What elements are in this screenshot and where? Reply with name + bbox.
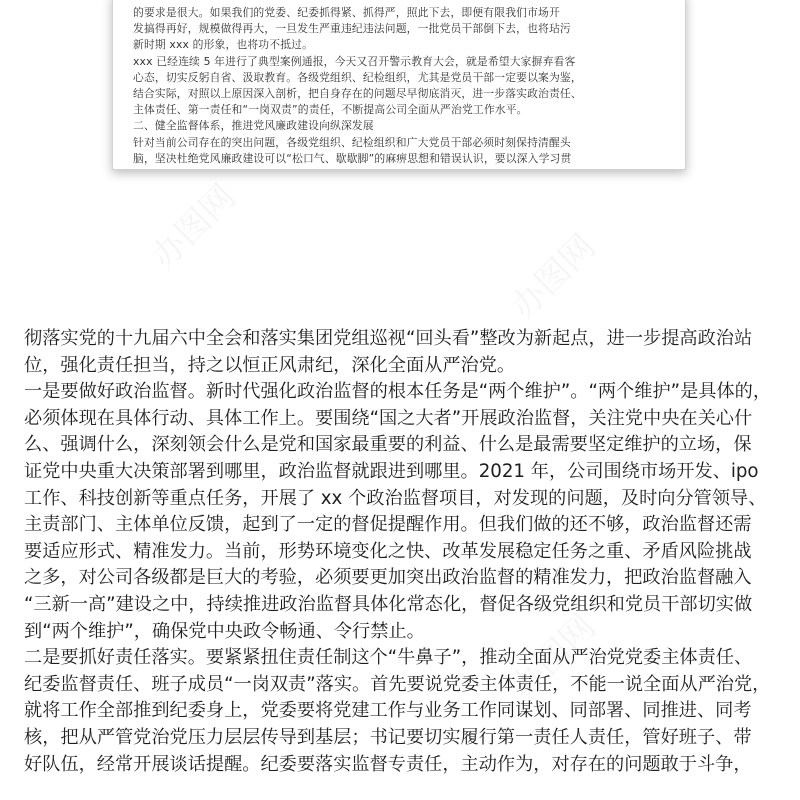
body-text-line: 二是要抓好责任落实。要紧紧扭住责任制这个“牛鼻子”，推动全面从严治党党委主体责任、 xyxy=(24,647,753,669)
preview-text-line: 针对当前公司存在的突出问题，各级党组织、纪检组织和广大党员干部必须时刻保持清醒头 xyxy=(133,135,571,149)
body-text-line: 主责部门、主体单位反馈，起到了一定的督促提醒作用。但我们做的还不够，政治监督还需 xyxy=(24,514,752,536)
body-text-line: 一是要做好政治监督。新时代强化政治监督的根本任务是“两个维护”。“两个维护”是具体的， xyxy=(24,381,772,403)
preview-text-line: xxx 已经连续 5 年进行了典型案例通报，今天又召开警示教育大会，就是希望大家摒弃看客 xyxy=(133,54,576,68)
preview-text-line: 心态，切实反躬自省、汲取教育。各级党组织、纪检组织，尤其是党员干部一定要以案为鉴， xyxy=(133,70,582,84)
document-body-text xyxy=(24,326,794,778)
body-text-line: 之多，对公司各级都是巨大的考验，必须要更加突出政治监督的精准发力，把政治监督融入 xyxy=(24,567,752,589)
document-page-preview xyxy=(112,0,686,170)
body-text-line: 位，强化责任担当，持之以恒正风肃纪，深化全面从严治党。 xyxy=(24,354,516,376)
preview-text-line: 新时期 xxx 的形象，也将功不抵过。 xyxy=(133,38,314,52)
preview-section-heading: 二、健全监督体系，推进党风廉政建设向纵深发展 xyxy=(133,119,374,133)
body-text-line: 就将工作全部推到纪委身上，党委要将党建工作与业务工作同谋划、同部署、同推进、同考 xyxy=(24,700,752,722)
preview-text-line: 脑，坚决杜绝党风廉政建设可以“松口气、歇歇脚”的麻痹思想和错误认识，要以深入学习贯 xyxy=(133,151,572,165)
body-text-line: 要适应形式、精准发力。当前，形势环境变化之快、改革发展稳定任务之重、矛盾风险挑战 xyxy=(24,540,752,562)
watermark: 办图网 xyxy=(503,606,604,708)
body-text-line: 彻落实党的十九届六中全会和落实集团党组巡视“回头看”整改为新起点，进一步提高政治站 xyxy=(24,328,753,349)
body-text-line: 核，把从严管党治党压力层层传导到基层；书记要切实履行第一责任人责任，管好班子、带 xyxy=(24,726,752,748)
watermark: 办图网 xyxy=(143,176,244,278)
watermark: 办图网 xyxy=(503,226,604,328)
preview-text-line: 结合实际，对照以上原因深入剖析，把自身存在的问题尽早彻底消灭，进一步落实政治责任、 xyxy=(133,87,582,101)
body-text-line: 纪委监督责任、班子成员“一岗双责”落实。首先要说党委主体责任，不能一说全面从严治党， xyxy=(24,673,771,695)
body-text-line: 必须体现在具体行动、具体工作上。要围绕“国之大者”开展政治监督，关注党中央在关心什 xyxy=(24,407,753,429)
preview-text-line: 主体责任、第一责任和“一岗双责”的责任，不断提高公司全面从严治党工作水平。 xyxy=(133,103,528,117)
preview-text-line: 的要求是很大。如果我们的党委、纪委抓得紧、抓得严，照此下去，即便有限我们市场开 xyxy=(133,6,560,19)
preview-text-line: 发搞得再好，规模做得再大，一旦发生严重违纪违法问题，一批党员干部倒下去，也将玷污 xyxy=(133,22,571,36)
body-text-line: 么、强调什么，深刻领会什么是党和国家最重要的利益、什么是最需要坚定维护的立场，保 xyxy=(24,434,752,456)
body-text-line: 到“两个维护”，确保党中央政令畅通、令行禁止。 xyxy=(24,620,425,642)
body-text-line: 证党中央重大决策部署到哪里，政治监督就跟进到哪里。2021 年，公司围绕市场开发、ipo xyxy=(24,460,759,482)
body-text-line: “三新一高”建设之中，持续推进政治监督具体化常态化，督促各级党组织和党员干部切实做 xyxy=(24,593,753,615)
body-text-line: 好队伍，经常开展谈话提醒。纪委要落实监督专责任，主动作为，对存在的问题敢于斗争， xyxy=(24,753,752,775)
body-text-line: 工作、科技创新等重点任务，开展了 xx 个政治监督项目，对发现的问题，及时向分管领导、 xyxy=(24,487,767,509)
